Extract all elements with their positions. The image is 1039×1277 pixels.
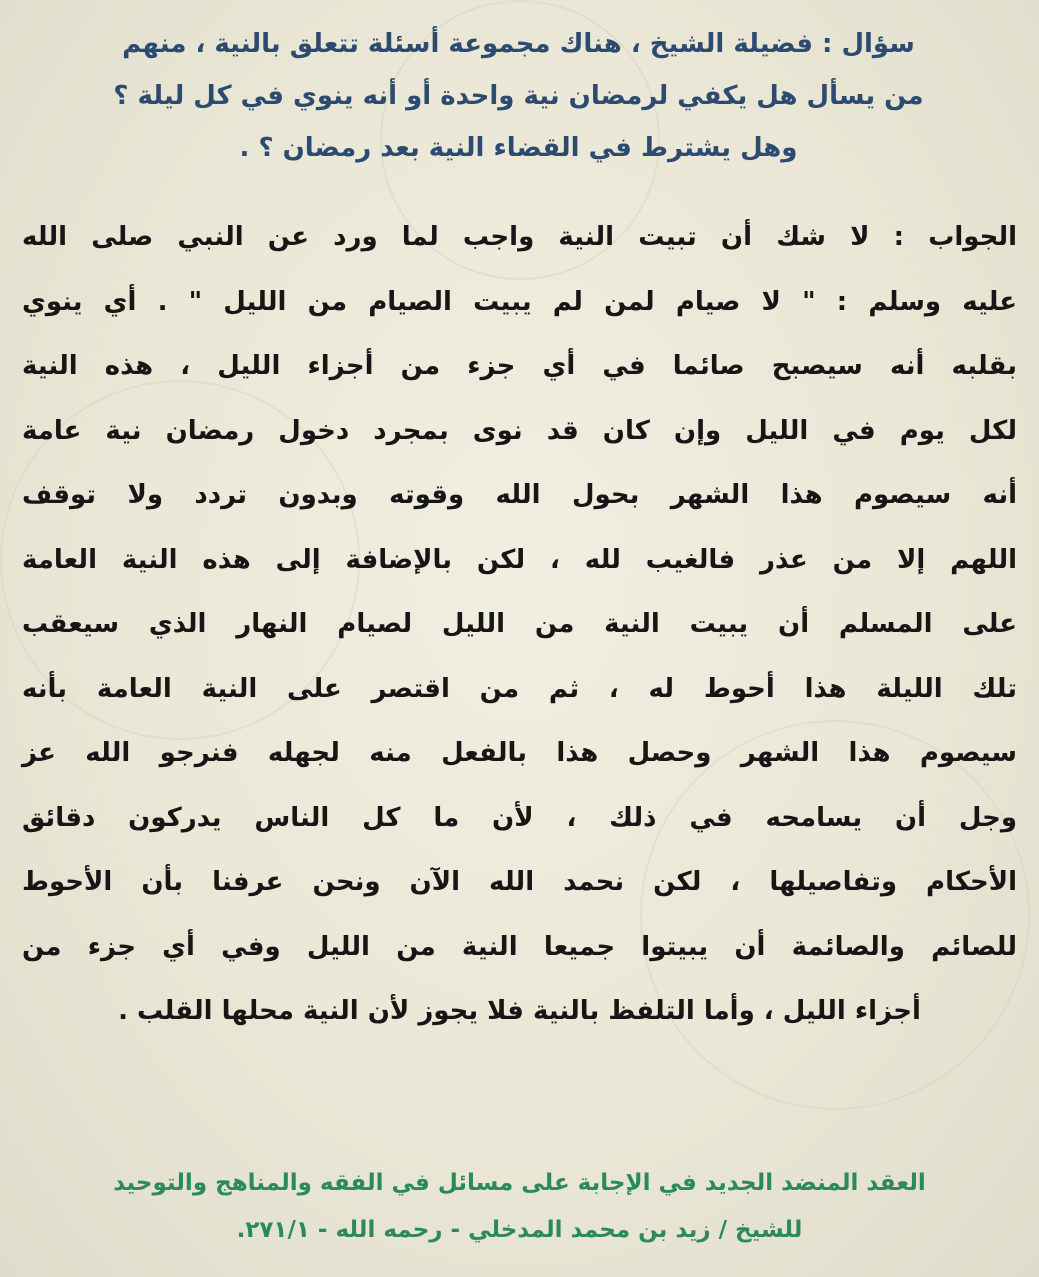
question-line: وهل يشترط في القضاء النية بعد رمضان ؟ . [239, 133, 798, 163]
answer-line: تلك الليلة هذا أحوط له ، ثم من اقتصر على النية العامة بأنه [22, 673, 1017, 704]
answer-line: أجزاء الليل ، وأما التلفظ بالنية فلا يجوز لأن النية محلها القلب . [118, 996, 921, 1026]
answer-line: لكل يوم في الليل وإن كان قد نوى بمجرد دخول رمضان نية عامة [22, 415, 1017, 446]
answer-line: عليه وسلم : " لا صيام لمن لم يبيت الصيام من الليل " . أي ينوي [22, 286, 1017, 317]
answer-line: على المسلم أن يبيت النية من الليل لصيام النهار الذي سيعقب [22, 609, 1017, 639]
answer-line: للصائم والصائمة أن يبيتوا جميعا النية من الليل وفي أي جزء من [22, 931, 1017, 962]
answer-line: الأحكام وتفاصيلها ، لكن نحمد الله الآن ونحن عرفنا بأن الأحوط [22, 867, 1017, 897]
answer-block [22, 205, 1017, 1044]
question-block [20, 18, 1017, 174]
source-line: العقد المنضد الجديد في الإجابة على مسائل في الفقه والمناهج والتوحيد [113, 1170, 926, 1196]
answer-line: بقلبه أنه سيصبح صائما في أي جزء من أجزاء الليل ، هذه النية [22, 351, 1017, 381]
source-line: للشيخ / زيد بن محمد المدخلي - رحمه الله - ٢٧١/١. [236, 1217, 803, 1243]
answer-line: الجواب : لا شك أن تبيت النية واجب لما ورد عن النبي صلى الله [22, 222, 1017, 252]
source-citation [20, 1160, 1019, 1254]
answer-line: سيصوم هذا الشهر وحصل هذا بالفعل منه لجهله فنرجو الله عز [22, 738, 1017, 768]
question-line: من يسأل هل يكفي لرمضان نية واحدة أو أنه ينوي في كل ليلة ؟ [113, 81, 924, 111]
answer-line: أنه سيصوم هذا الشهر بحول الله وقوته وبدون تردد ولا توقف [22, 480, 1017, 510]
question-line: سؤال : فضيلة الشيخ ، هناك مجموعة أسئلة تتعلق بالنية ، منهم [122, 29, 915, 59]
answer-line: اللهم إلا من عذر فالغيب لله ، لكن بالإضافة إلى هذه النية العامة [22, 544, 1017, 575]
answer-line: وجل أن يسامحه في ذلك ، لأن ما كل الناس يدركون دقائق [22, 802, 1017, 833]
